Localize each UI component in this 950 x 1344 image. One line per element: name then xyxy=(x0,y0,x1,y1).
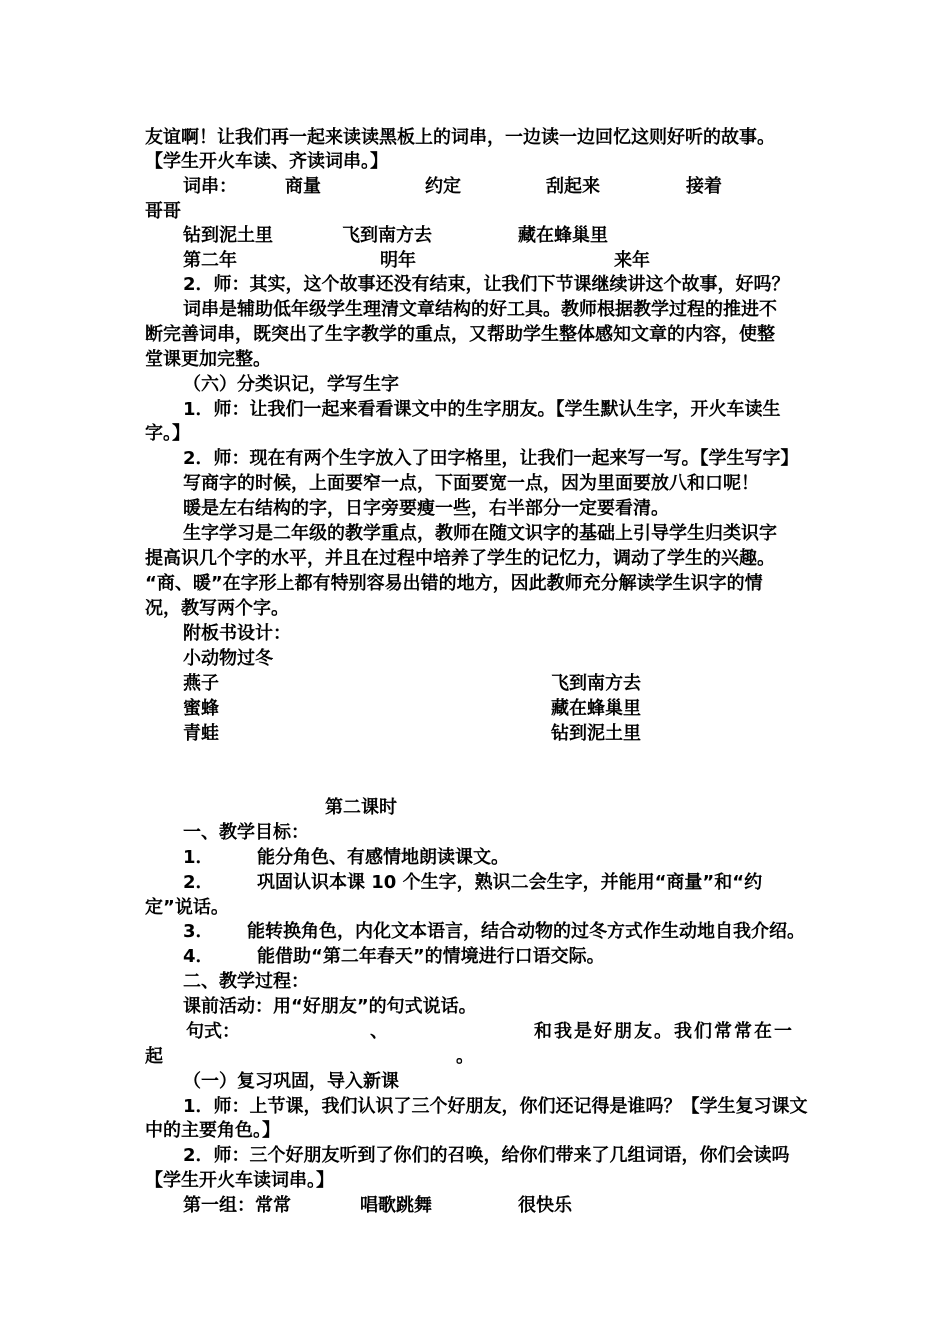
section-heading: （一）复习巩固，导入新课 xyxy=(183,1071,399,1092)
paragraph-line: 1．师：上节课，我们认识了三个好朋友，你们还记得是谁吗？【学生复习课文 xyxy=(183,1096,808,1117)
animal-action: 钻到泥土里 xyxy=(551,723,641,744)
animal-action: 飞到南方去 xyxy=(551,673,641,694)
objective-number: 3． xyxy=(183,921,214,942)
pattern-label: 句式： xyxy=(186,1021,240,1042)
paragraph-line: 1．师：让我们一起来看看课文中的生字朋友。【学生默认生字，开火车读生 xyxy=(183,399,781,420)
word-item: 约定 xyxy=(425,176,461,197)
pattern-text: 起 xyxy=(145,1046,163,1067)
word-item: 接着 xyxy=(686,176,722,197)
paragraph-line: 生字学习是二年级的教学重点，教师在随文识字的基础上引导学生归类识字 xyxy=(183,523,777,544)
board-title: 小动物过冬 xyxy=(183,648,273,669)
paragraph-line: 写商字的时候，上面要窄一点，下面要宽一点，因为里面要放八和口呢！ xyxy=(183,473,759,494)
word-item: 刮起来 xyxy=(546,176,600,197)
paragraph-line: 中的主要角色。】 xyxy=(145,1120,280,1141)
paragraph-line: 堂课更加完整。 xyxy=(145,349,271,370)
paragraph-line: 2．师：其实，这个故事还没有结束，让我们下节课继续讲这个故事，好吗？ xyxy=(183,274,790,295)
word-item: 来年 xyxy=(614,250,650,271)
pattern-text: 和我是好朋友。我们常常在一 xyxy=(534,1021,794,1042)
word-string-label: 词串： xyxy=(183,176,237,197)
word-item: 钻到泥土里 xyxy=(183,225,273,246)
word-item: 很快乐 xyxy=(518,1195,572,1216)
paragraph-line: 【学生开火车读、齐读词串。】 xyxy=(145,151,388,172)
word-item: 飞到南方去 xyxy=(342,225,432,246)
paragraph-line: 课前活动：用“好朋友”的句式说话。 xyxy=(183,996,477,1017)
paragraph-line: 2．师：三个好朋友听到了你们的召唤，给你们带来了几组词语，你们会读吗 xyxy=(183,1145,790,1166)
animal-name: 燕子 xyxy=(183,673,219,694)
word-item: 商量 xyxy=(285,176,321,197)
paragraph-line: 词串是辅助低年级学生理清文章结构的好工具。教师根据教学过程的推进不 xyxy=(183,299,777,320)
word-item: 藏在蜂巢里 xyxy=(518,225,608,246)
word-item: 第一组：常常 xyxy=(183,1195,291,1216)
paragraph-line: 提高识几个字的水平，并且在过程中培养了学生的记忆力，调动了学生的兴趣。 xyxy=(145,548,775,569)
objective-number: 2． xyxy=(183,872,214,893)
objective-number: 4． xyxy=(183,946,214,967)
pattern-separator: 、 xyxy=(370,1021,388,1042)
objective-text: 能分角色、有感情地朗读课文。 xyxy=(257,847,509,868)
word-item: 唱歌跳舞 xyxy=(360,1195,432,1216)
paragraph-line: 况，教写两个字。 xyxy=(145,598,289,619)
objective-text: 能借助“第二年春天”的情境进行口语交际。 xyxy=(257,946,605,967)
paragraph-line: 友谊啊！让我们再一起来读读黑板上的词串，一边读一边回忆这则好听的故事。 xyxy=(145,127,775,148)
animal-name: 青蛙 xyxy=(183,723,219,744)
paragraph-line: 【学生开火车读词串。】 xyxy=(145,1170,334,1191)
objective-text: 巩固认识本课 10 个生字，熟识二会生字，并能用“商量”和“约 xyxy=(257,872,763,893)
word-item: 哥哥 xyxy=(145,201,181,222)
paragraph-line: 断完善词串，既突出了生字教学的重点，又帮助学生整体感知文章的内容，使整 xyxy=(145,324,775,345)
paragraph-line: 附板书设计： xyxy=(183,623,291,644)
section-heading: （六）分类识记，学写生字 xyxy=(183,374,399,395)
section-heading: 一、教学目标： xyxy=(183,822,309,843)
objective-text: 能转换角色，内化文本语言，结合动物的过冬方式作生动地自我介绍。 xyxy=(247,921,805,942)
pattern-end: 。 xyxy=(456,1046,474,1067)
paragraph-line: “商、暖”在字形上都有特别容易出错的地方，因此教师充分解读学生识字的情 xyxy=(145,573,763,594)
lesson-title: 第二课时 xyxy=(325,797,397,818)
animal-action: 藏在蜂巢里 xyxy=(551,698,641,719)
paragraph-line: 定”说话。 xyxy=(145,897,229,918)
section-heading: 二、教学过程： xyxy=(183,971,309,992)
animal-name: 蜜蜂 xyxy=(183,698,219,719)
paragraph-line: 2．师：现在有两个生字放入了田字格里，让我们一起来写一写。【学生写字】 xyxy=(183,448,799,469)
word-item: 明年 xyxy=(380,250,416,271)
objective-number: 1． xyxy=(183,847,214,868)
paragraph-line: 暖是左右结构的字，日字旁要瘦一些，右半部分一定要看清。 xyxy=(183,498,669,519)
paragraph-line: 字。】 xyxy=(145,423,190,444)
word-item: 第二年 xyxy=(183,250,237,271)
